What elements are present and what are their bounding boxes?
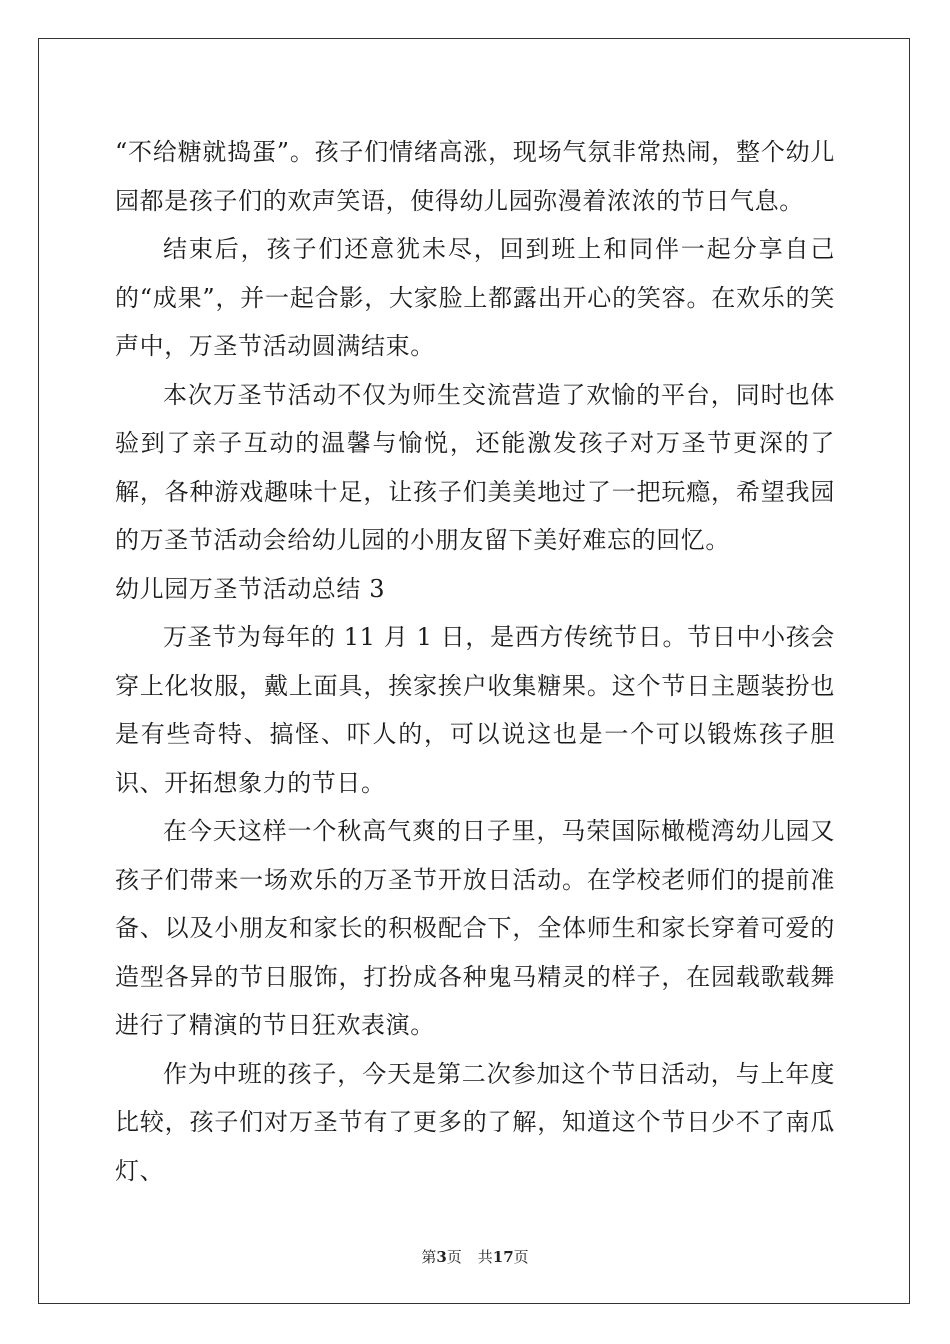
page-total-suffix: 页 (513, 1248, 529, 1266)
page-number-suffix: 页 (446, 1248, 462, 1266)
page-footer (0, 1246, 950, 1267)
paragraph-5: 在今天这样一个秋高气爽的日子里，马荣国际橄榄湾幼儿园又孩子们带来一场欢乐的万圣节开放日活动。在学校老师们的提前准备、以及小朋友和家长的积极配合下，全体师生和家长穿着可爱的造型各异的节日服饰，打扮成各种鬼马精灵的样子，在园载歌载舞进行了精演的节日狂欢表演。 (115, 817, 835, 1039)
paragraph-6: 作为中班的孩子，今天是第二次参加这个节日活动，与上年度比较，孩子们对万圣节有了更多的了解，知道这个节日少不了南瓜灯、 (115, 1059, 835, 1185)
page-number-prefix: 第 (421, 1248, 437, 1266)
section-heading: 幼儿园万圣节活动总结 3 (115, 574, 386, 603)
paragraph-3: 本次万圣节活动不仅为师生交流营造了欢愉的平台，同时也体验到了亲子互动的温馨与愉悦，还能激发孩子对万圣节更深的了解，各种游戏趣味十足，让孩子们美美地过了一把玩瘾，希望我园的万圣节活动会给幼儿园的小朋友留下美好难忘的回忆。 (115, 380, 835, 554)
page-total-count: 17 (492, 1248, 514, 1266)
page-total-prefix: 共 (477, 1248, 493, 1266)
paragraph-4: 万圣节为每年的 11 月 1 日，是西方传统节日。节日中小孩会穿上化妆服，戴上面具，挨家挨户收集糖果。这个节日主题装扮也是有些奇特、搞怪、吓人的，可以说这也是一个可以锻炼孩子胆识、开拓想象力的节日。 (115, 623, 835, 797)
page-number-current: 3 (436, 1248, 447, 1266)
paragraph-1: “不给糖就捣蛋”。孩子们情绪高涨，现场气氛非常热闹，整个幼儿园都是孩子们的欢声笑语，使得幼儿园弥漫着浓浓的节日气息。 (115, 138, 835, 215)
paragraph-2: 结束后，孩子们还意犹未尽，回到班上和同伴一起分享自己的“成果”，并一起合影，大家脸上都露出开心的笑容。在欢乐的笑声中，万圣节活动圆满结束。 (115, 235, 835, 360)
document-body (115, 128, 835, 1195)
